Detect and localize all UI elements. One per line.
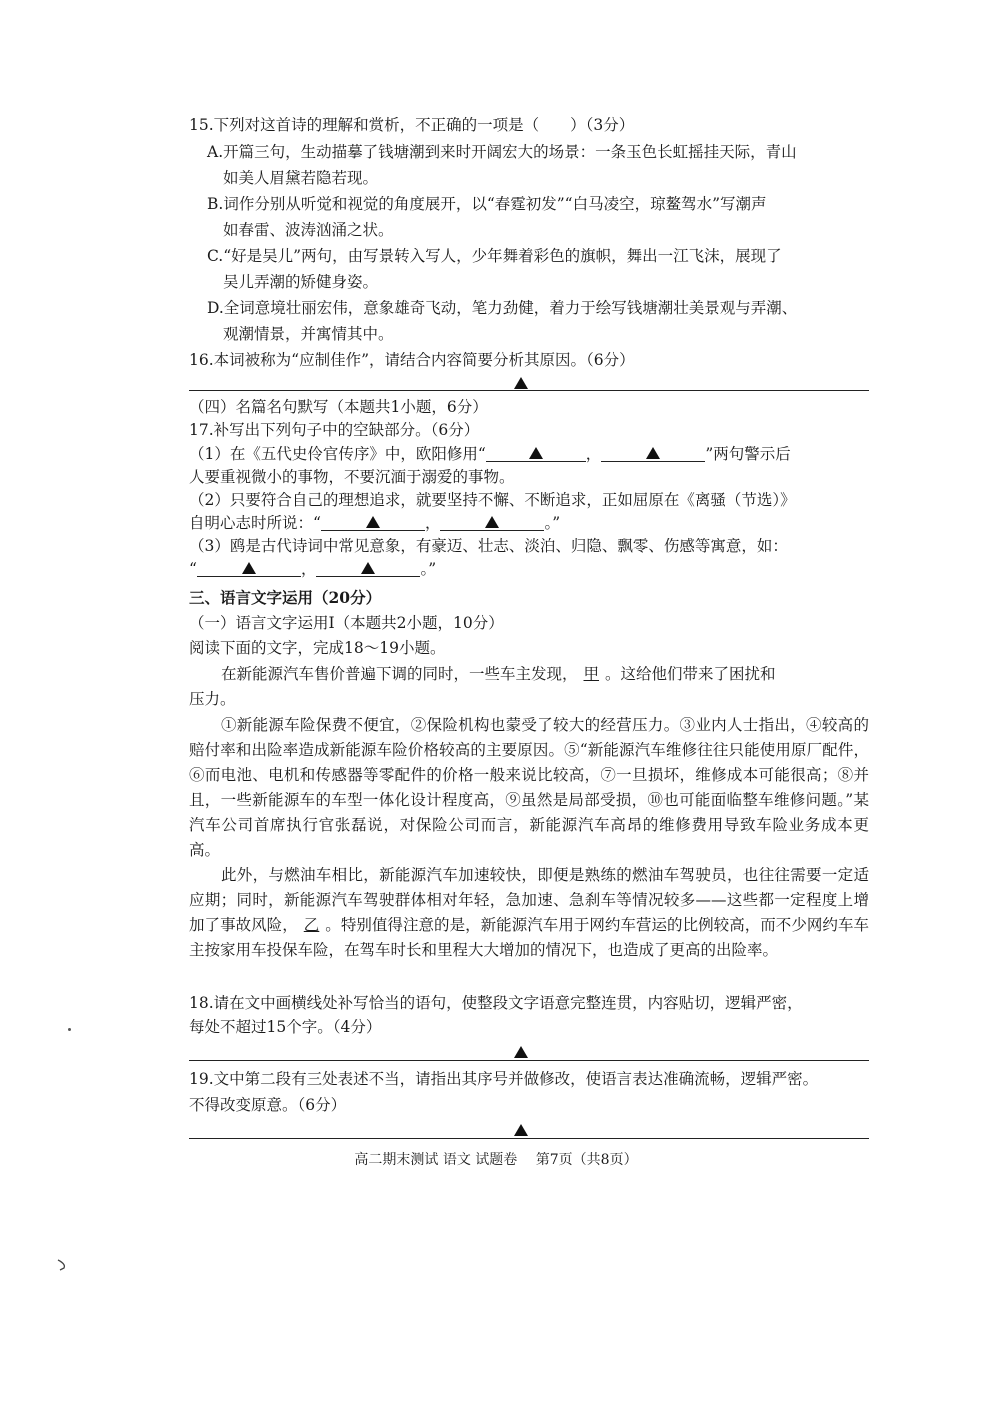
q19-stem-line2: 不得改变原意。（6分）	[189, 1096, 347, 1114]
q19-stem-line1: 19.文中第二段有三处表述不当，请指出其序号并做修改，使语言表达准确流畅，逻辑严密。	[189, 1070, 819, 1088]
blank-jia[interactable]: 甲	[583, 665, 600, 683]
q17-blank-5[interactable]	[197, 560, 301, 577]
q15-option-d-line2: 观潮情景，并寓情其中。	[223, 325, 394, 343]
q17-part1-text-b: ，	[585, 445, 602, 463]
q19-answer-line[interactable]	[189, 1138, 869, 1139]
q17-part2-text-b: ，	[424, 514, 441, 532]
answer-marker-triangle	[366, 516, 380, 528]
q18-stem-line2: 每处不超过15个字。（4分）	[189, 1018, 382, 1036]
q17-part1-line1	[189, 443, 791, 465]
q17-blank-1[interactable]	[486, 445, 586, 462]
q17-part3-text-c: 。”	[420, 560, 437, 578]
q18-stem-line1: 18.请在文中画横线处补写恰当的语句，使整段文字语意完整连贯，内容贴切，逻辑严密，	[189, 994, 803, 1012]
q16-stem: 16.本词被称为“应制佳作”，请结合内容简要分析其原因。（6分）	[189, 351, 635, 369]
q17-stem: 17.补写出下列句子中的空缺部分。（6分）	[189, 421, 480, 439]
q15-stem: 15.下列对这首诗的理解和赏析，不正确的一项是（ ）（3分）	[189, 116, 635, 134]
q15-option-a-line2: 如美人眉黛若隐若现。	[223, 169, 379, 187]
q15-option-b-line2: 如春雷、波涛汹涌之状。	[223, 221, 394, 239]
q15-option-b-line1: B.词作分别从听觉和视觉的角度展开，以“春霆初发”“白马凌空，琼鳌驾水”写潮声	[207, 195, 767, 213]
q17-part2-line1: （2）只要符合自己的理想追求，就要坚持不懈、不断追求，正如屈原在《离骚（节选）》	[189, 491, 796, 509]
answer-marker-triangle	[514, 1046, 528, 1058]
reading-instruction: 阅读下面的文字，完成18～19小题。	[189, 639, 446, 657]
q17-part2-line2	[189, 512, 560, 534]
q17-part1-text-a: （1）在《五代史伶官传序》中，欧阳修用“	[189, 445, 486, 463]
passage-p1-text-a: 在新能源汽车售价普遍下调的同时，一些车主发现，	[221, 665, 578, 683]
q15-option-a-line1: A.开篇三句，生动描摹了钱塘潮到来时开阔宏大的场景：一条玉色长虹摇挂天际，青山	[207, 143, 797, 161]
q15-option-d-line1: D.全词意境壮丽宏伟，意象雄奇飞动，笔力劲健，着力于绘写钱塘潮壮美景观与弄潮、	[207, 299, 798, 317]
answer-marker-triangle	[361, 562, 375, 574]
q16-answer-line[interactable]	[189, 390, 869, 391]
answer-marker-triangle	[242, 562, 256, 574]
passage-p1-line1	[221, 663, 776, 685]
q15-option-c-line1: C.“好是吴儿”两句，由写景转入写人，少年舞着彩色的旗帜，舞出一江飞沫，展现了	[207, 247, 782, 265]
q17-blank-3[interactable]	[321, 514, 425, 531]
q15-option-c-line2: 吴儿弄潮的矫健身姿。	[223, 273, 379, 291]
scan-dot	[68, 1028, 71, 1031]
answer-marker-triangle	[646, 447, 660, 459]
answer-marker-triangle	[514, 1124, 528, 1136]
q17-part1-text-c: ”两句警示后	[705, 445, 791, 463]
passage-p1-text-b: 。这给他们带来了困扰和	[605, 665, 776, 683]
passage-p1-line2: 压力。	[189, 690, 236, 708]
section3-subtitle: （一）语言文字运用Ⅰ（本题共2小题，10分）	[189, 614, 504, 632]
passage-p2: ①新能源车险保费不便宜，②保险机构也蒙受了较大的经营压力。③业内人士指出，④较高的赔付率和出险率造成新能源车险价格较高的主要原因。⑤“新能源汽车维修往往只能使用原厂配件，⑥而电池、电机和传感器等零配件的价格一般来说比较高，⑦一旦损坏，维修成本可能很高；⑧并且，一些新能源车的车型一体化设计程度高，⑨虽然是局部受损，⑩也可能面临整车维修问题。”某汽车公司首席执行官张磊说，对保险公司而言，新能源汽车高昂的维修费用导致车险业务成本更高。	[189, 716, 869, 859]
q17-part3-line2	[189, 558, 436, 580]
page-footer: 高二期末测试 语文 试题卷 第7页（共8页）	[354, 1152, 638, 1168]
passage-p3-text-b: 。特别值得注意的是，新能源汽车用于网约车营运的比例较高，而不少网约车车主按家用车投保车险，在驾车时长和里程大大增加的情况下，也造成了更高的出险率。	[189, 916, 869, 959]
q18-answer-line[interactable]	[189, 1060, 869, 1061]
q17-part2-text-c: 。”	[544, 514, 561, 532]
q17-blank-2[interactable]	[601, 445, 705, 462]
scan-mark	[56, 1258, 70, 1274]
q17-part1-line2: 人要重视微小的事物，不要沉湎于溺爱的事物。	[189, 468, 515, 486]
q17-part3-text-a: “	[189, 560, 197, 578]
q17-part3-text-b: ，	[300, 560, 317, 578]
blank-yi[interactable]: 乙	[303, 916, 320, 934]
answer-marker-triangle	[485, 516, 499, 528]
q17-part2-text-a: 自明心志时所说：“	[189, 514, 321, 532]
passage-p3-text-a: 此外，与燃油车相比，新能源汽车加速较快，即便是熟练的燃油车驾驶员，也往往需要一定适应期；同时，新能源汽车驾驶群体相对年轻，急加速、急刹车等情况较多——这些都一定程度上增加了事故风险，	[189, 866, 869, 934]
section3-title: 三、语言文字运用（20分）	[189, 588, 382, 607]
answer-marker-triangle	[529, 447, 543, 459]
section4-title: （四）名篇名句默写（本题共1小题，6分）	[189, 398, 488, 416]
answer-marker-triangle	[514, 377, 528, 389]
q17-blank-4[interactable]	[440, 514, 544, 531]
q17-blank-6[interactable]	[316, 560, 420, 577]
q17-part3-line1: （3）鸥是古代诗词中常见意象，有豪迈、壮志、淡泊、归隐、飘零、伤感等寓意，如：	[189, 537, 788, 555]
passage-p3	[189, 863, 869, 963]
